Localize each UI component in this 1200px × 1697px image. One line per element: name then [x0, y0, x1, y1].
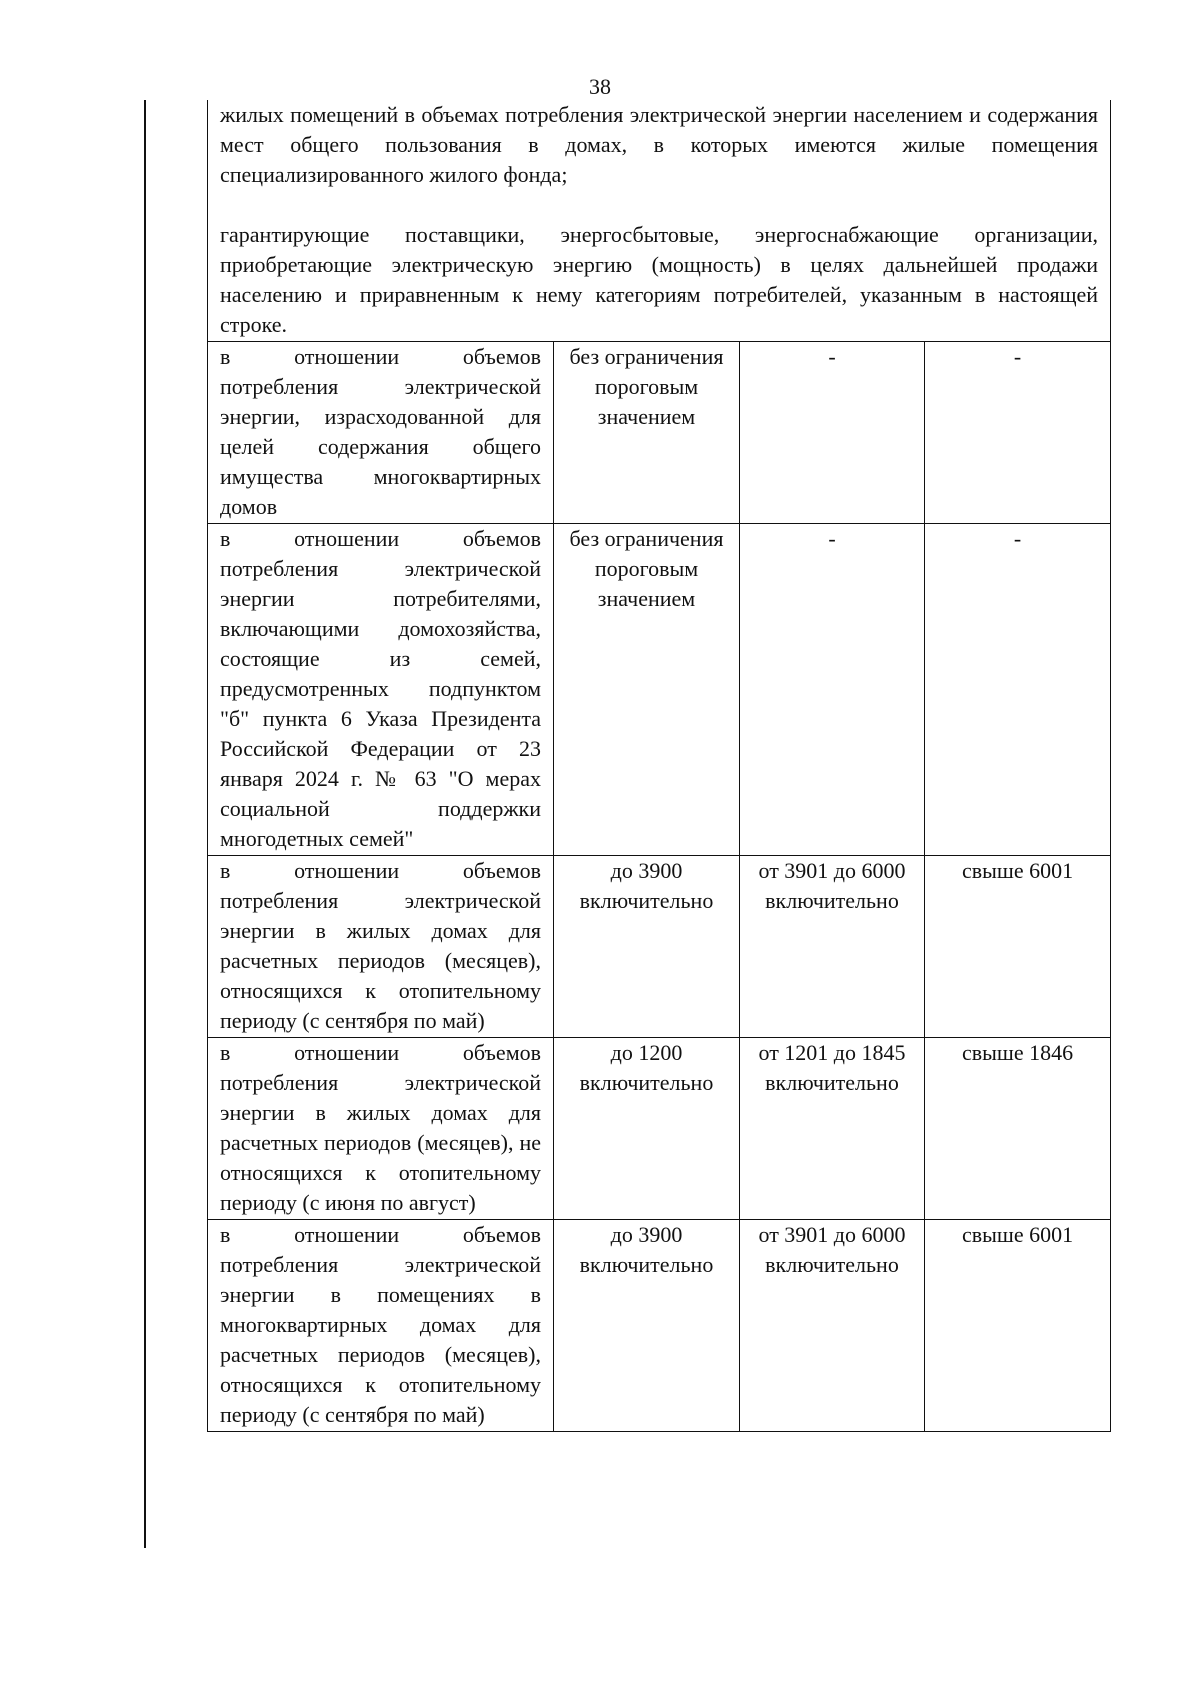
continuation-paragraph-2: гарантирующие поставщики, энергосбытовые, энергоснабжающие организации, приобретающие электрическую энергию (мощность) в целях дальнейшей продажи населению и приравненным к нему категориям потребителей, указанным в настоящей строке. — [220, 222, 1099, 337]
continuation-row — [208, 100, 1111, 342]
margin-rule — [144, 100, 146, 1548]
row-description: в отношении объемов потребления электрической энергии, израсходованной для целей содержания общего имущества многоквартирных домов — [208, 342, 554, 524]
row-range-1: до 3900 включительно — [554, 856, 740, 1038]
row-range-2: - — [740, 524, 925, 856]
table-row — [208, 1038, 1111, 1220]
row-range-3: - — [925, 524, 1111, 856]
table-row — [208, 342, 1111, 524]
row-range-2: от 3901 до 6000 включительно — [740, 1220, 925, 1432]
table-row — [208, 1220, 1111, 1432]
row-description: в отношении объемов потребления электрической энергии в жилых домах для расчетных периодов (месяцев), не относящихся к отопительному периоду (с июня по август) — [208, 1038, 554, 1220]
row-range-3: - — [925, 342, 1111, 524]
row-range-2: от 1201 до 1845 включительно — [740, 1038, 925, 1220]
row-range-1: без ограничения пороговым значением — [554, 342, 740, 524]
row-range-2: - — [740, 342, 925, 524]
continuation-cell — [208, 100, 1111, 342]
row-range-1: без ограничения пороговым значением — [554, 524, 740, 856]
row-description: в отношении объемов потребления электрической энергии потребителями, включающими домохозяйства, состоящие из семей, предусмотренных подпунктом "б" пункта 6 Указа Президента Российской Федерации от 23 января 2024 г. № 63 "О мерах социальной поддержки многодетных семей" — [208, 524, 554, 856]
row-range-3: свыше 6001 — [925, 856, 1111, 1038]
row-range-3: свыше 1846 — [925, 1038, 1111, 1220]
row-range-1: до 1200 включительно — [554, 1038, 740, 1220]
row-description: в отношении объемов потребления электрической энергии в жилых домах для расчетных периодов (месяцев), относящихся к отопительному периоду (с сентября по май) — [208, 856, 554, 1038]
tariff-table — [207, 100, 1111, 1432]
row-range-1: до 3900 включительно — [554, 1220, 740, 1432]
table-row — [208, 856, 1111, 1038]
continuation-paragraph-1: жилых помещений в объемах потребления электрической энергии населением и содержания мест общего пользования в домах, в которых имеются жилые помещения специализированного жилого фонда; — [220, 102, 1099, 187]
page-number: 38 — [589, 74, 611, 99]
row-description: в отношении объемов потребления электрической энергии в помещениях в многоквартирных домах для расчетных периодов (месяцев), относящихся к отопительному периоду (с сентября по май) — [208, 1220, 554, 1432]
row-range-2: от 3901 до 6000 включительно — [740, 856, 925, 1038]
table-row — [208, 524, 1111, 856]
row-range-3: свыше 6001 — [925, 1220, 1111, 1432]
